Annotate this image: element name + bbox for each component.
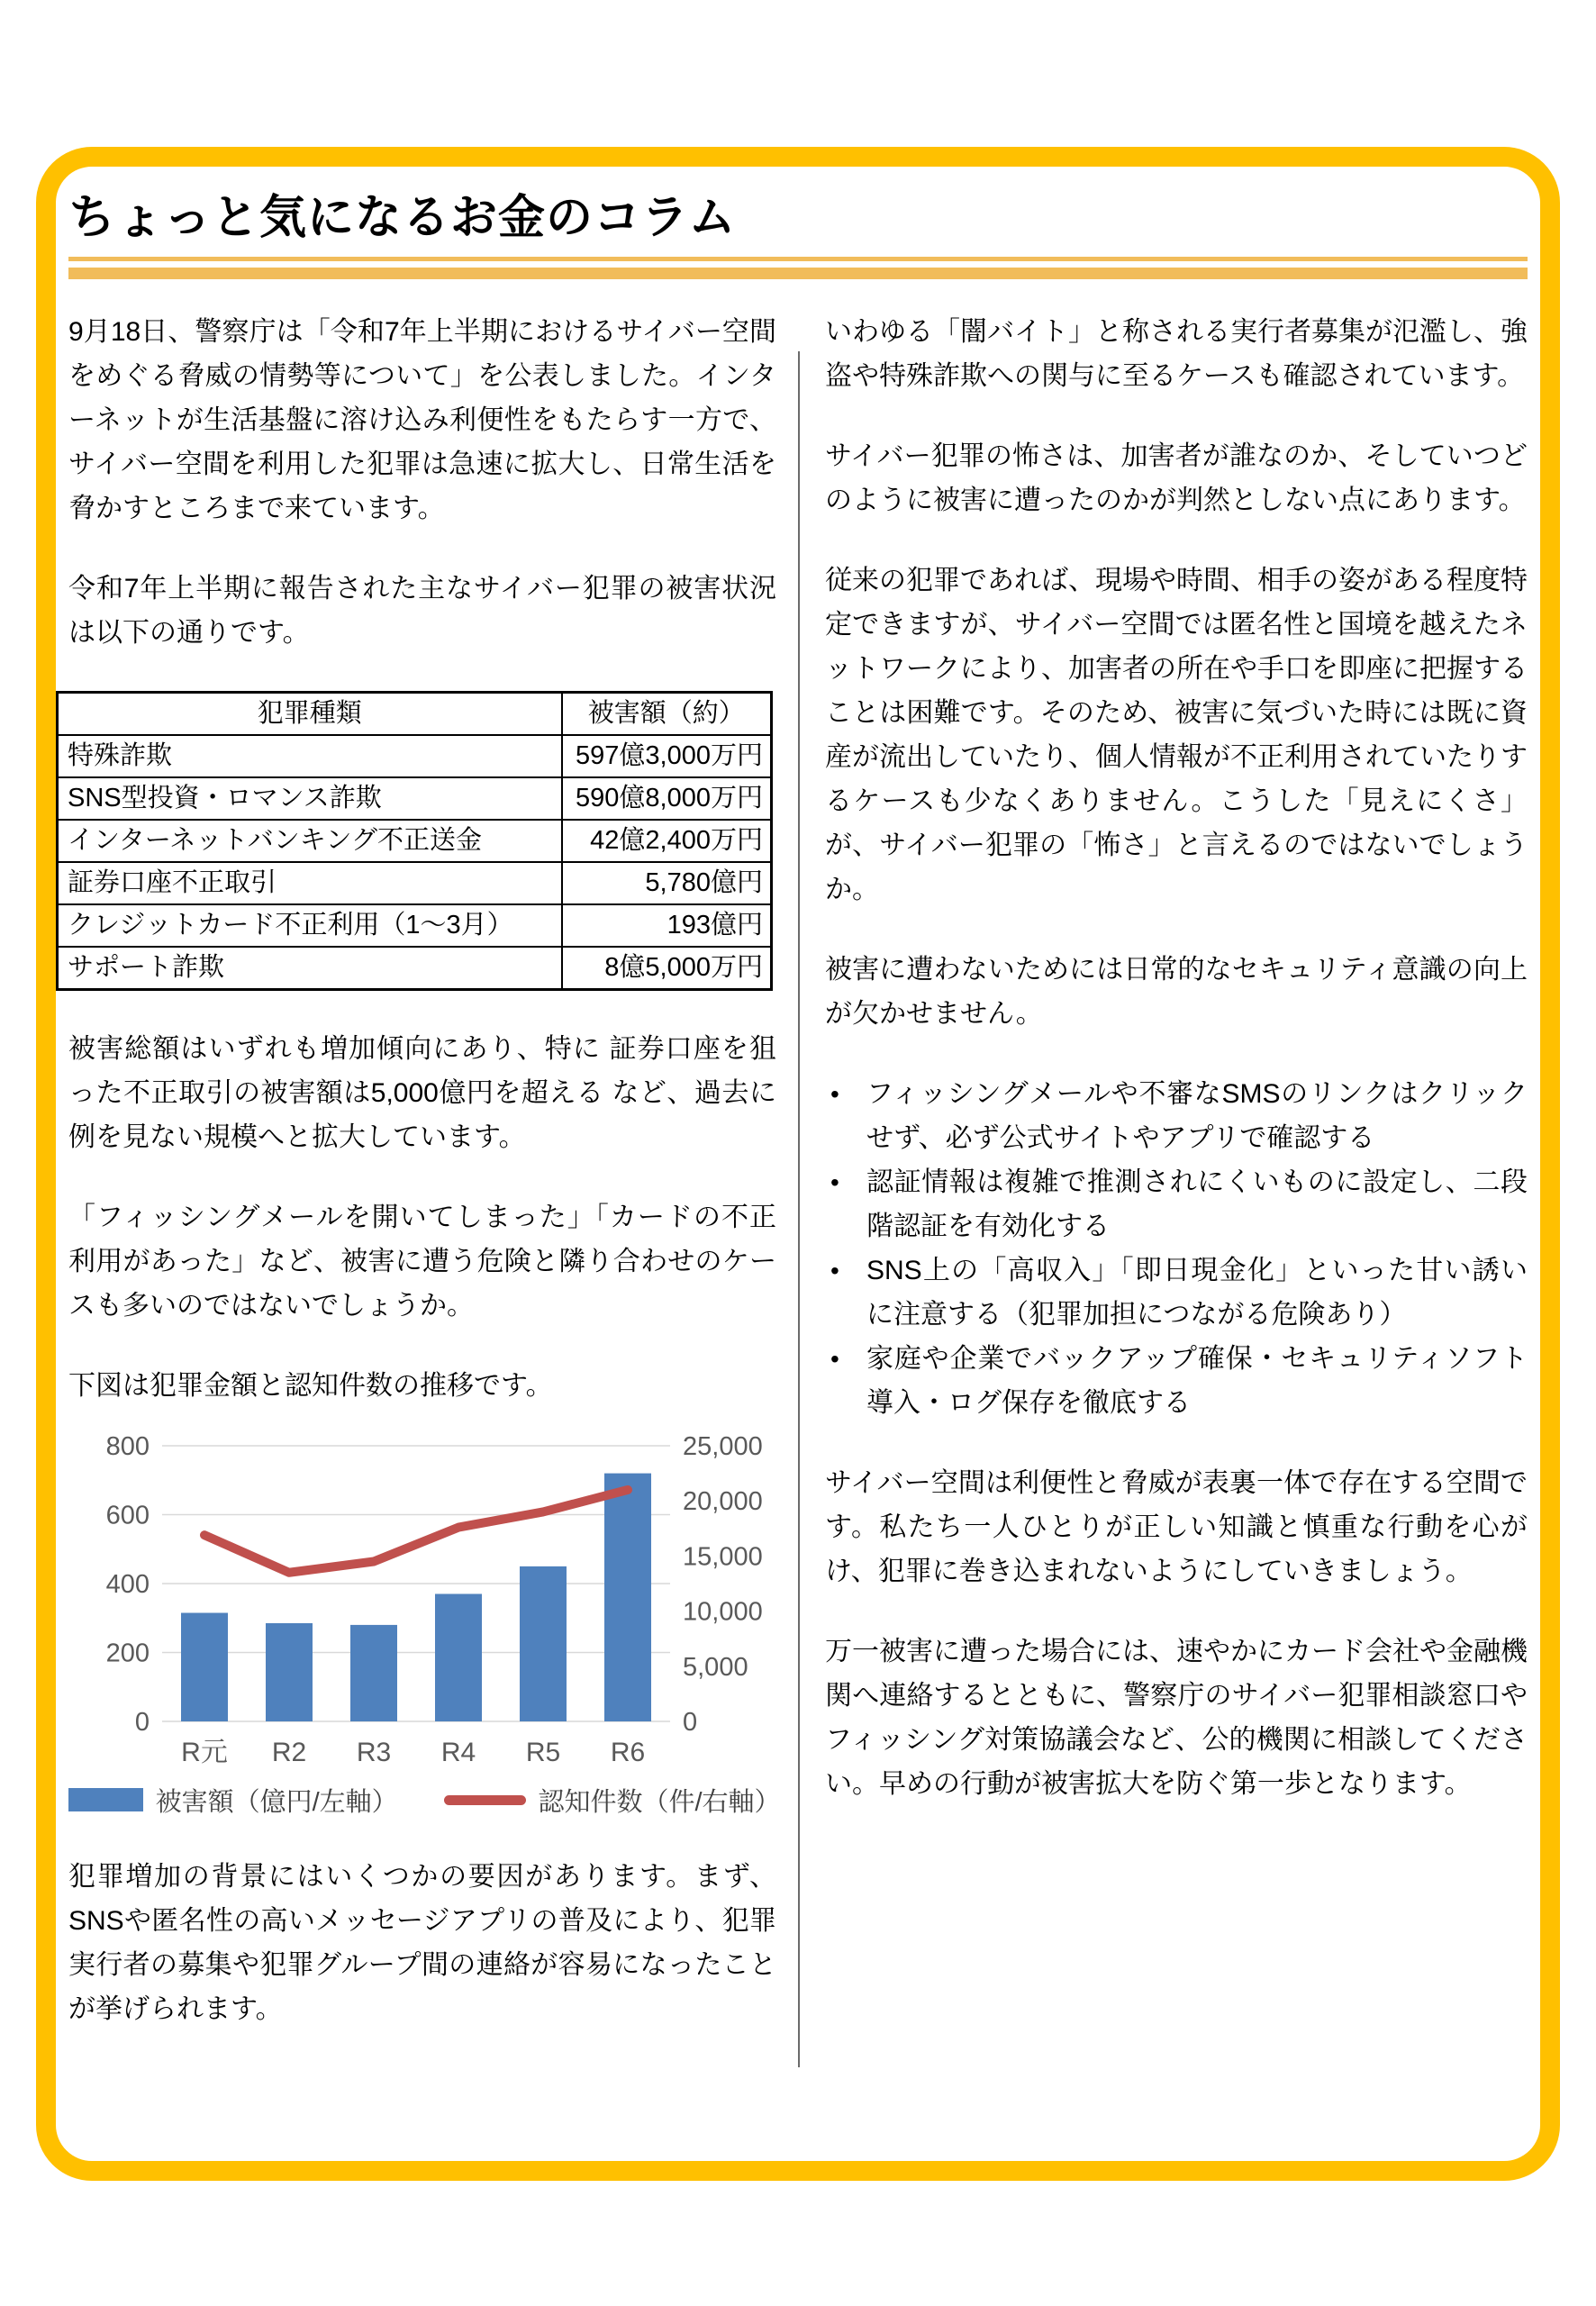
svg-text:R3: R3: [356, 1737, 392, 1767]
crime-type-cell: サポート詐欺: [58, 947, 562, 990]
svg-text:0: 0: [134, 1707, 150, 1737]
bullet-item: • SNS上の「高収入」「即日現金化」といった甘い誘いに注意する（犯罪加担につながる危険あり）: [825, 1248, 1528, 1337]
combo-chart: [68, 1430, 776, 1774]
svg-text:R6: R6: [610, 1737, 646, 1767]
bullet-item: • フィッシングメールや不審なSMSのリンクはクリックせず、必ず公式サイトやアプリで確認する: [825, 1072, 1528, 1160]
svg-text:15,000: 15,000: [683, 1542, 763, 1572]
table-row: [58, 862, 772, 904]
page-frame: [36, 147, 1560, 2181]
page-title: ちょっと気になるお金のコラム: [68, 192, 737, 244]
table-row: [58, 904, 772, 947]
svg-text:20,000: 20,000: [683, 1486, 763, 1516]
crime-type-cell: 特殊詐欺: [58, 735, 562, 777]
paragraph: 被害総額はいずれも増加傾向にあり、特に 証券口座を狙った不正取引の被害額は5,000億円を超える など、過去に例を見ない規模へと拡大しています。: [68, 1033, 776, 1152]
legend-label-damage: 被害額（億円/左軸）: [155, 1787, 398, 1817]
bullet-item: • 家庭や企業でバックアップ確保・セキュリティソフト導入・ログ保存を徹底する: [825, 1337, 1528, 1425]
right-column: [825, 310, 1528, 2031]
paragraph: 下図は犯罪金額と認知件数の推移です。: [68, 1370, 553, 1401]
paragraph: 令和7年上半期に報告された主なサイバー犯罪の被害状況は以下の通りです。: [68, 573, 776, 648]
svg-text:R4: R4: [440, 1737, 476, 1767]
svg-text:R元: R元: [181, 1737, 228, 1767]
legend-label-cases: 認知件数（件/右軸）: [538, 1787, 781, 1817]
svg-text:R2: R2: [271, 1737, 307, 1767]
title-rule-thick: [68, 268, 1528, 279]
table-row: [58, 777, 772, 820]
damage-amount-cell: 5,780億円: [562, 862, 772, 904]
table-header-row: [58, 692, 772, 735]
svg-text:10,000: 10,000: [683, 1597, 763, 1627]
crime-type-cell: クレジットカード不正利用（1～3月）: [58, 904, 562, 947]
svg-text:600: 600: [105, 1501, 150, 1530]
paragraph: 万一被害に遭った場合には、速やかにカード会社や金融機関へ連絡するとともに、警察庁のサイバー犯罪相談窓口やフィッシング対策協議会など、公的機関に相談してください。早めの行動が被害拡大を防ぐ第一歩となります。: [825, 1636, 1528, 1799]
paragraph: 従来の犯罪であれば、現場や時間、相手の姿がある程度特定できますが、サイバー空間では匿名性と国境を越えたネットワークにより、加害者の所在や手口を即座に把握することは困難です。そのため、被害に気づいた時には既に資産が流出していたり、個人情報が不正利用されていたりするケースも少なくありません。こうした「見えにくさ」が、サイバー犯罪の「怖さ」と言えるのではないでしょうか。: [825, 565, 1528, 904]
security-tips-list: [825, 1072, 1528, 1425]
damage-amount-cell: 597億3,000万円: [562, 735, 772, 777]
svg-text:5,000: 5,000: [683, 1652, 748, 1682]
paragraph: 犯罪増加の背景にはいくつかの要因があります。まず、SNSや匿名性の高いメッセージアプリの普及により、犯罪実行者の募集や犯罪グループ間の連絡が容易になったことが挙げられます。: [68, 1861, 776, 2024]
legend-item-cases: [444, 1782, 781, 1819]
legend-swatch-bar: [68, 1788, 143, 1811]
title-rule-gap: [68, 261, 1528, 268]
table-row: [58, 947, 772, 990]
paragraph: 9月18日、警察庁は「令和7年上半期におけるサイバー空間をめぐる脅威の情勢等について」を公表しました。インターネットが生活基盤に溶け込み利便性をもたらす一方で、サイバー空間を利用した犯罪は急速に拡大し、日常生活を脅かすところまで来ています。: [68, 316, 776, 523]
svg-text:400: 400: [105, 1569, 150, 1599]
table-header-damage-amount: 被害額（約）: [562, 692, 772, 735]
paragraph: 被害に遭わないためには日常的なセキュリティ意識の向上が欠かせません。: [825, 954, 1528, 1029]
legend-item-damage: [68, 1782, 398, 1819]
svg-text:800: 800: [105, 1431, 150, 1461]
damage-amount-cell: 42億2,400万円: [562, 820, 772, 862]
crime-trend-chart: [68, 1430, 781, 1819]
damage-amount-cell: 590億8,000万円: [562, 777, 772, 820]
column-divider: [798, 351, 800, 2067]
bullet-item: • 認証情報は複雑で推測されにくいものに設定し、二段階認証を有効化する: [825, 1160, 1528, 1248]
paragraph: サイバー空間は利便性と脅威が表裏一体で存在する空間です。私たち一人ひとりが正しい知識と慎重な行動を心がけ、犯罪に巻き込まれないようにしていきましょう。: [825, 1467, 1528, 1586]
paragraph: サイバー犯罪の怖さは、加害者が誰なのか、そしていつどのように被害に遭ったのかが判然としない点にあります。: [825, 440, 1528, 515]
damage-table: [56, 691, 773, 991]
title-rules: [68, 257, 1528, 279]
chart-legend: [68, 1782, 781, 1819]
crime-type-cell: SNS型投資・ロマンス詐欺: [58, 777, 562, 820]
svg-text:0: 0: [683, 1707, 698, 1737]
crime-type-cell: 証券口座不正取引: [58, 862, 562, 904]
legend-swatch-line: [444, 1795, 525, 1805]
svg-text:200: 200: [105, 1639, 150, 1668]
table-row: [58, 735, 772, 777]
paragraph: 「フィッシングメールを開いてしまった」「カードの不正利用があった」など、被害に遭う危険と隣り合わせのケースも多いのではないでしょうか。: [68, 1202, 776, 1321]
damage-amount-cell: 193億円: [562, 904, 772, 947]
table-row: [58, 820, 772, 862]
svg-text:R5: R5: [525, 1737, 561, 1767]
table-header-crime-type: 犯罪種類: [58, 692, 562, 735]
crime-type-cell: インターネットバンキング不正送金: [58, 820, 562, 862]
damage-amount-cell: 8億5,000万円: [562, 947, 772, 990]
left-column: [68, 310, 781, 2031]
paragraph: いわゆる「闇バイト」と称される実行者募集が氾濫し、強盗や特殊詐欺への関与に至るケースも確認されています。: [825, 316, 1528, 391]
svg-text:25,000: 25,000: [683, 1431, 763, 1461]
